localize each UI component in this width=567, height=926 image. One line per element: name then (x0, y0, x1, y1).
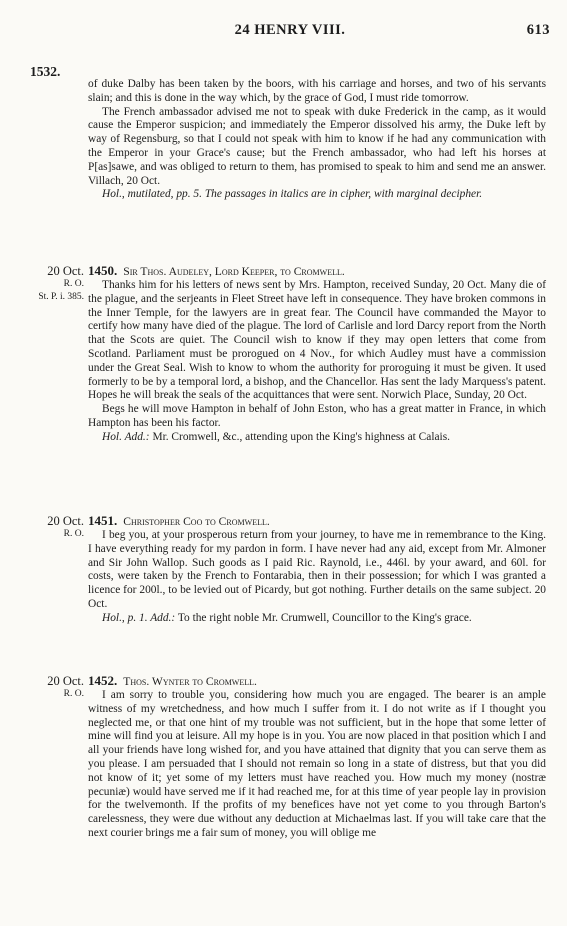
entry-1450 (88, 263, 546, 445)
entry-date: 20 Oct. (47, 264, 84, 278)
entry-margin (28, 265, 84, 304)
entry-ref: R. O. (63, 279, 84, 289)
paragraph: I beg you, at your prosperous return from your journey, to have me in remembrance to the King. I have everything ready for my pardon in form. I have never had any aid, except from Mr. Almoner and Sir John Wallop. Such goods as I paid Ric. Raynold, i.e., 446l. by your award, and 60l. for costs, were taken by the French to Fontarabia, then in their possession; for which I was granted a licence for 200l., to be levied out of Picardy, but got nothing. Further details on the same subject. 20 Oct. (88, 529, 546, 610)
running-title: 24 HENRY VIII. (234, 22, 346, 38)
entry-heading (88, 263, 546, 279)
source-note (88, 612, 546, 626)
entry-title: Thos. Wynter to Cromwell. (123, 675, 257, 688)
paragraph: The French ambassador advised me not to speak with duke Frederick in the camp, as it would cause the Emperor suspicion; and immediately the Emperor dissolved his army, the Duke left by way of Regensburg, so that I could not speak with him to know if he had any communication with the Emperor in your Grace's cause; but the French ambassador, who had left his horses at P[as]sawe, and was obliged to return to them, has promised to speak to him and send me an answer. Villach, 20 Oct. (88, 105, 546, 187)
source-note (88, 431, 546, 445)
source-note (88, 188, 546, 202)
entry-1452 (88, 673, 546, 841)
paragraph: Thanks him for his letters of news sent by Mrs. Hampton, received Sunday, 20 Oct. Many die of the plague, and the serjeants in Fleet Street have left in consequence. They have broken commons in the Inner Temple, for the lawyers are in great fear. The Council have commanded the Mayor to certify how many have died of the plague. The lord of Carlisle and lord Darcy report from the North that the Scots are quiet. The Council wish to know if they may open letters that come from Scotland. Parliament must be prorogued on 4 Nov., for which Audley must have a commission under the Great Seal. Wish to know to whom the authority for proroguing it must be given. It used formerly to be by a temporal lord, a bishop, and the Chancellor. Has sent the lady Marquess's patent. Hopes he will break the seals of the acquittances that were sent. Norwich Place, Sunday, 20 Oct. (88, 279, 546, 402)
page-header (30, 22, 550, 42)
entry-heading (88, 673, 546, 689)
entry-title: Sir Thos. Audeley, Lord Keeper, to Cromwell. (123, 265, 345, 278)
paragraph: I am sorry to trouble you, considering how much you are engaged. The bearer is an ample witness of my wretchedness, and how much I suffer from it. I do not write as if I thought you neglected me, or that one hint of my trouble was not sufficient, but in the hope that some letter of mine will find you at leisure. All my hope is in you. You are now placed in that position which I and all your friends have long wished for, and you have attained that dignity that you can serve them as you please. I am persuaded that I should not remain so long in a state of distress, but that you did not know of it; yet some of my letters must have reached you. How much my money (nostræ pecuniæ) would have served me if it had reached me, for at this time of year people lay in provision for the twelvemonth. If the profits of my benefices have not yet come to you through Barton's carelessness, they were due without any deduction at Michaelmas last. If you will take care that the next courier brings me a fair sum of money, you will oblige me (88, 689, 546, 839)
entry-date: 20 Oct. (47, 674, 84, 688)
entry-number: 1452. (88, 673, 118, 688)
note-text: Mr. Cromwell, &c., attending upon the King's highness at Calais. (152, 430, 450, 443)
paragraph: Begs he will move Hampton in behalf of John Eston, who has a great matter in France, in which Hampton has been his factor. (88, 403, 546, 429)
entry-margin (28, 675, 84, 701)
entry-date: 20 Oct. (47, 514, 84, 528)
entry-ref: St. P. i. 385. (38, 292, 84, 302)
entry-ref: R. O. (63, 529, 84, 539)
entry-number: 1450. (88, 263, 118, 278)
entry-margin (28, 515, 84, 541)
note-lead: Hol., p. 1. Add.: (102, 611, 176, 624)
entry-ref: R. O. (63, 689, 84, 699)
page-number: 613 (526, 22, 550, 38)
entry-title: Christopher Coo to Cromwell. (123, 515, 270, 528)
note-lead: Hol., mutilated, pp. 5. (102, 188, 202, 201)
note-text: The passages in italics are in cipher, with marginal decipher. (204, 188, 483, 201)
note-text: To the right noble Mr. Crumwell, Councillor to the King's grace. (177, 611, 472, 624)
year-marker: 1532. (30, 64, 61, 79)
entry-number: 1451. (88, 513, 118, 528)
entry-1451 (88, 513, 546, 626)
continued-letter (88, 78, 546, 202)
paragraph: of duke Dalby has been taken by the boors, with his carriage and horses, and two of his servants slain; and this is done in the way which, by the grace of God, I must ride tomorrow. (88, 78, 546, 104)
note-lead: Hol. Add.: (102, 430, 150, 443)
entry-heading (88, 513, 546, 529)
